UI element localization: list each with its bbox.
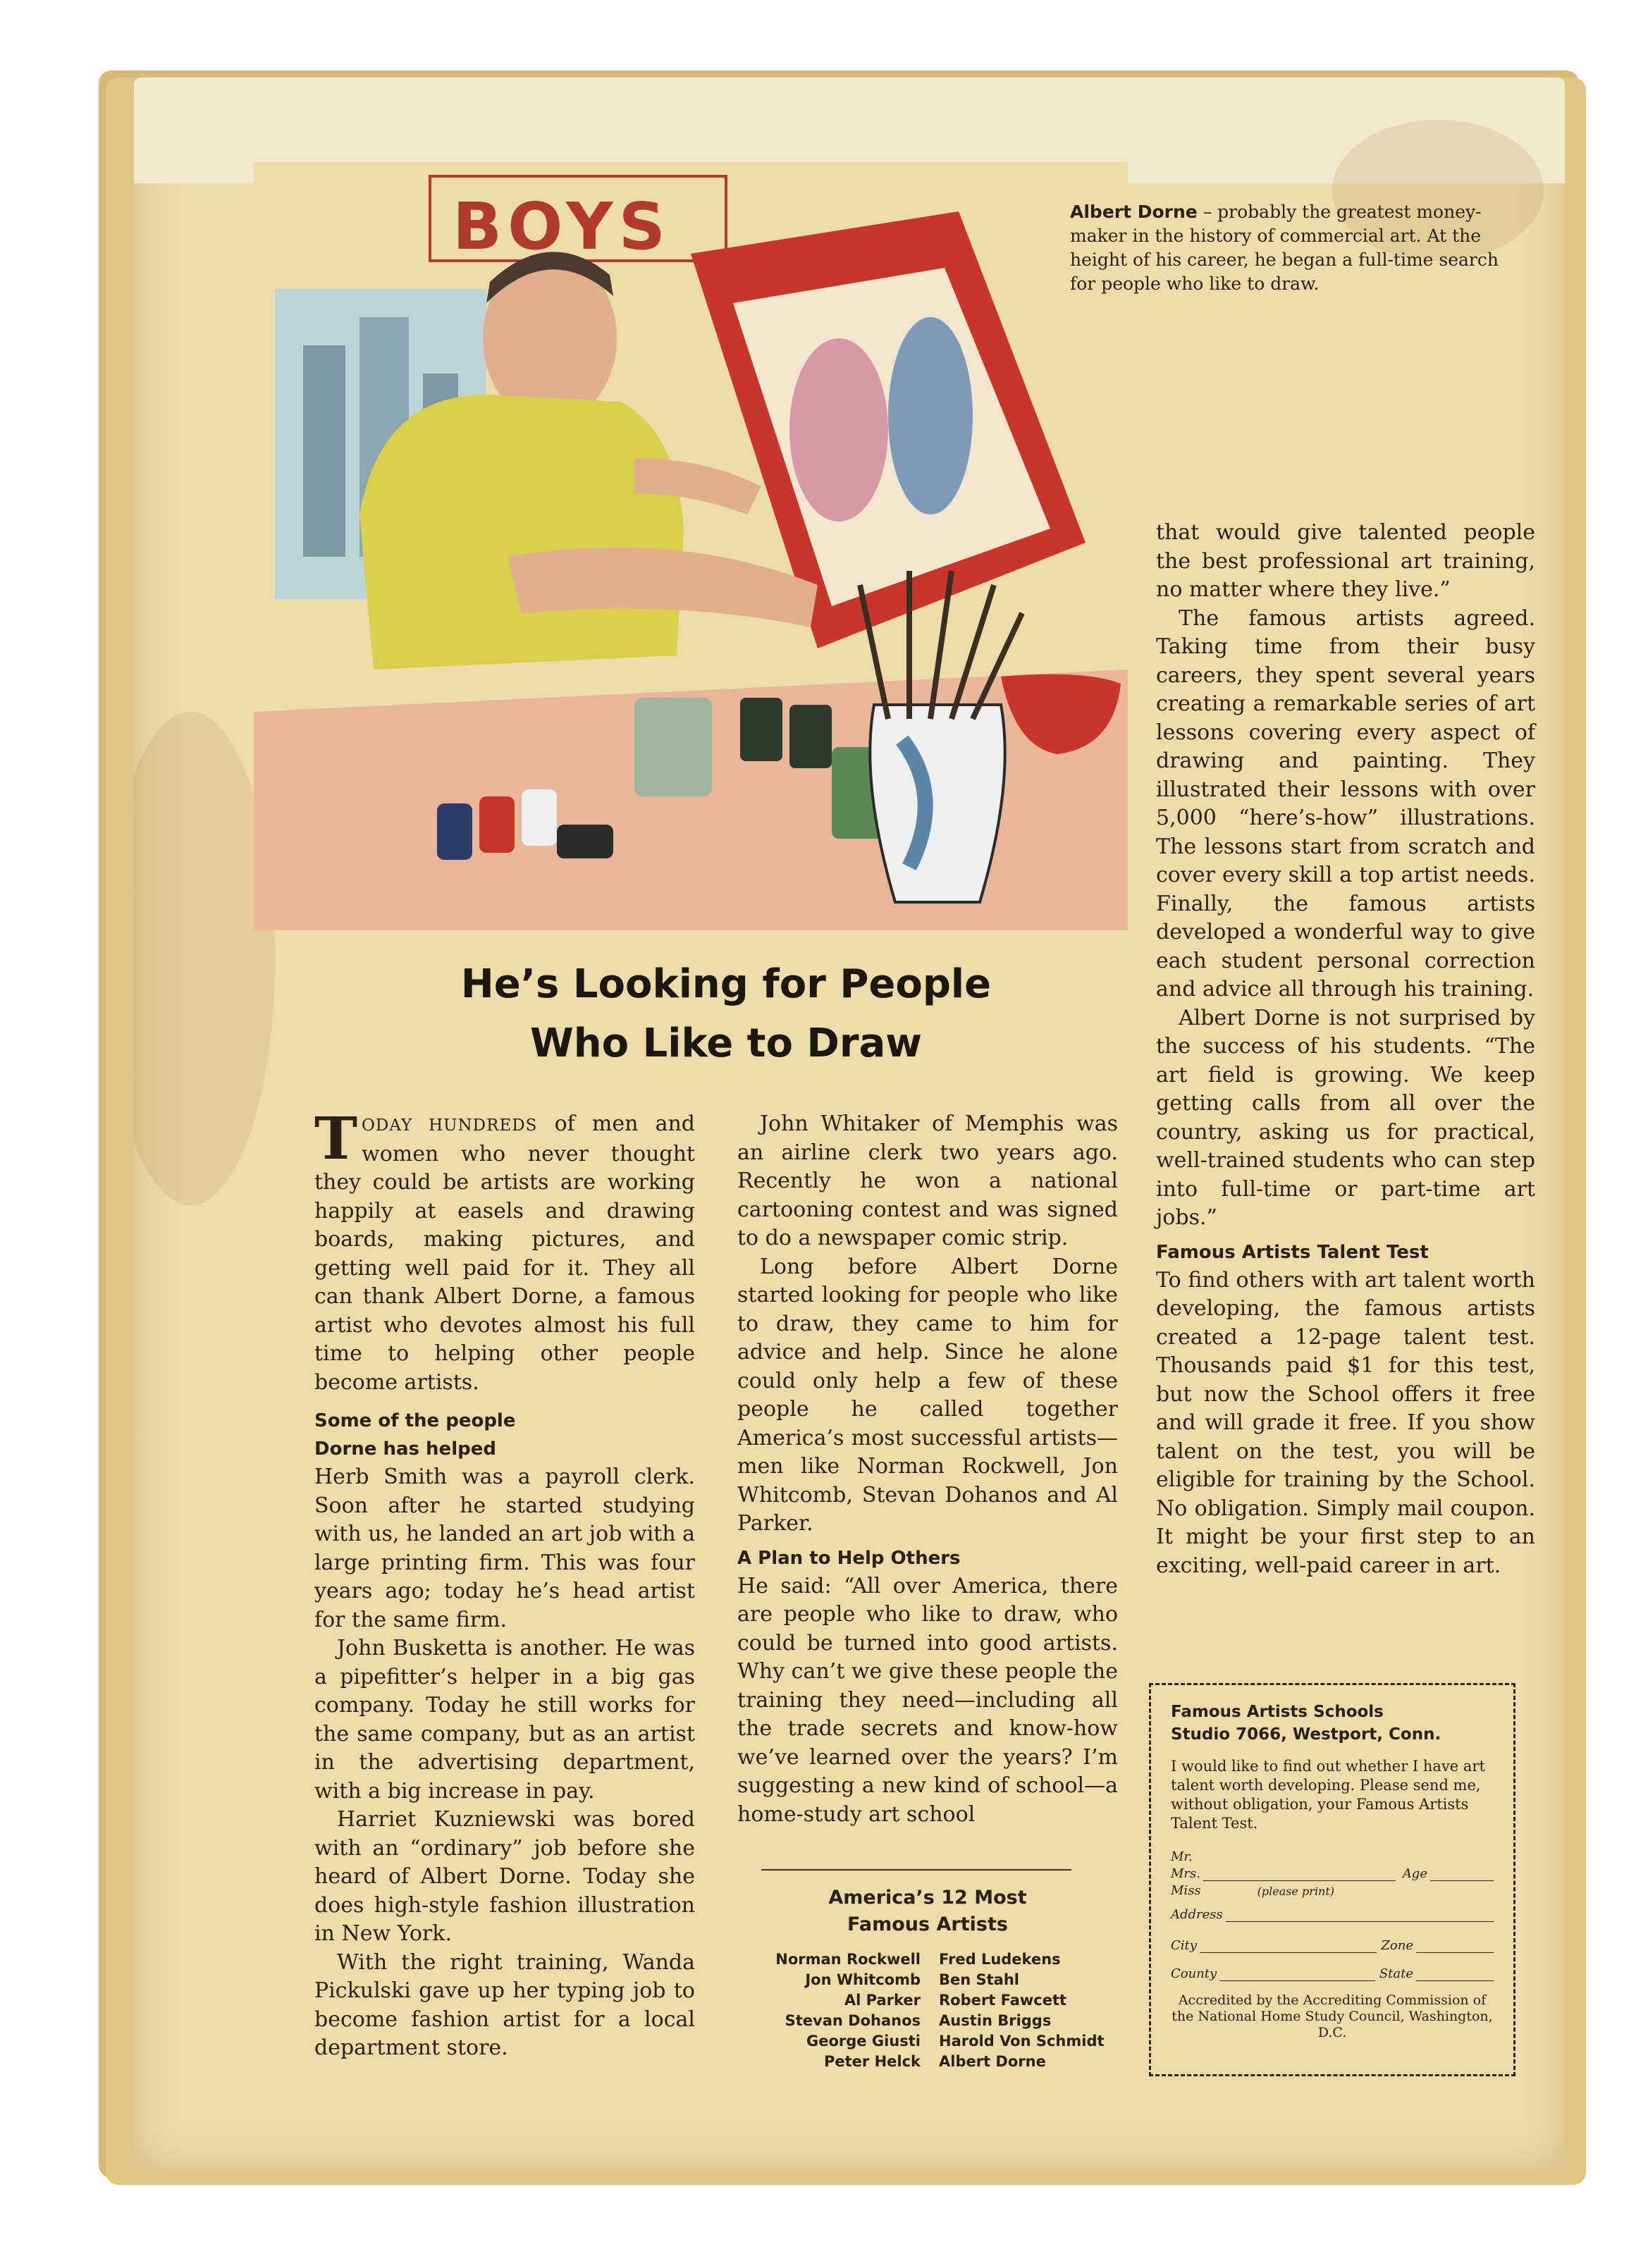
field-label: Mr.: [1171, 1849, 1193, 1864]
paragraph: Albert Dorne is not surprised by the success of his students. “The art field is growing. We keep getting calls from all over the country, asking us for practical, well-trained students who can step into full-time or part-time art jobs.”: [1156, 1005, 1535, 1230]
famous-artists-title: [737, 1885, 1118, 1938]
paragraph: John Busketta is another. He was a pipefitter’s helper in a big gas company. Today he still works for the same company, but as an artist in the advertising department, with a big increase in pay.: [314, 1636, 695, 1804]
artist-row: [712, 1990, 1149, 2011]
coupon-message: I would like to find out whether I have art talent worth developing. Please send me, without obligation, your Famous Artists Talent Test.: [1171, 1758, 1485, 1832]
field-label: Address: [1171, 1907, 1223, 1922]
field-label: Mrs.: [1171, 1866, 1200, 1881]
field-label: Age: [1402, 1866, 1427, 1881]
caption-text: – probably the greatest money-maker in the history of commercial art. At the height of his career, he began a full-time search for people who like to draw.: [1070, 202, 1499, 294]
drop-cap: T: [314, 1105, 358, 1173]
coupon-field-address[interactable]: [1171, 1898, 1494, 1922]
accreditation-note: Accredited by the Accrediting Commission of the National Home Study Council, Washington, D.C.: [1172, 1992, 1493, 2040]
famous-title-line-1: America’s 12 Most: [828, 1887, 1027, 1909]
field-label: County: [1171, 1966, 1217, 1981]
coupon-field-miss[interactable]: [1171, 1881, 1494, 1898]
artist-name: Ben Stahl: [939, 1971, 1019, 1988]
paint-jar: [634, 698, 712, 796]
paragraph: that would give talented people the best professional art training, no matter where they live.”: [1156, 520, 1535, 602]
artist-name: Peter Helck: [823, 2053, 921, 2070]
paragraph: Herb Smith was a payroll clerk. Soon after he started studying with us, he landed an art job with a large printing firm. This was four years ago; today he’s head artist for the same firm.: [314, 1465, 695, 1632]
coupon-address-line-1: Famous Artists Schools: [1171, 1703, 1384, 1721]
article-column-middle: [737, 1110, 1118, 1829]
paragraph: The famous artists agreed. Taking time from their busy careers, they spent several years creating a remarkable series of art lessons covering every aspect of drawing and painting. They illustrated their lessons with over 5,000 “here’s-how” illustrations. The lessons start from scratch and cover every skill a top artist needs. Finally, the famous artists developed a wonderful way to give each student personal correction and advice all through his training.: [1156, 605, 1535, 1002]
artist-name: Jon Whitcomb: [805, 1971, 921, 1988]
article-column-left: [314, 1105, 695, 2063]
paragraph: He said: “All over America, there are people who like to draw, who could be turned into good artists. Why can’t we give these people the training they need—including all the trade secrets and know-how we’ve learned over the years? I’m suggesting a new kind of school—a home-study art school: [737, 1573, 1118, 1827]
artist-row: [712, 1970, 1149, 1990]
caption-name: Albert Dorne: [1070, 202, 1198, 222]
artist-name: Fred Ludekens: [939, 1951, 1061, 1968]
divider-rule: [761, 1869, 1071, 1871]
mail-coupon[interactable]: [1149, 1683, 1515, 2076]
paragraph: Harriet Kuzniewski was bored with an “ordinary” job before she heard of Albert Dorne. Today she does high-style fashion illustration in New York.: [314, 1807, 695, 1946]
field-label: Miss: [1171, 1883, 1201, 1898]
boys-club-sign: BOYS: [453, 189, 671, 264]
artist-shirt: [359, 395, 684, 670]
headline: [310, 955, 1142, 1073]
famous-title-line-2: Famous Artists: [847, 1913, 1008, 1935]
subhead-line-1: Some of the people: [314, 1410, 516, 1431]
artist-row: [712, 2011, 1149, 2031]
subhead-line-2: Dorne has helped: [314, 1438, 496, 1460]
lead-in-smallcaps: ODAY HUNDREDS: [362, 1116, 538, 1135]
paragraph: With the right training, Wanda Pickulski gave up her typing job to become fashion artist for a local department store.: [314, 1949, 695, 2060]
paragraph: To find others with art talent worth developing, the famous artists created a 12-page talent test. Thousands paid $1 for this test, but now the School offers it free and will grade it free. If you show talent on the test, you will be eligible for training by the School. No obligation. Simply mail coupon. It might be your first step to an exciting, well-paid career in art.: [1156, 1267, 1535, 1578]
artist-illustration: [254, 162, 1128, 930]
artist-name: Stevan Dohanos: [785, 2012, 921, 2029]
subhead: A Plan to Help Others: [737, 1547, 961, 1569]
brush-vase: [870, 705, 1004, 902]
field-label: City: [1171, 1938, 1197, 1953]
print-hint: (please print): [1257, 1885, 1335, 1898]
artist-row: [712, 1949, 1149, 1970]
article-column-right: [1156, 519, 1535, 1580]
field-label: Zone: [1381, 1938, 1413, 1953]
artist-row: [712, 2052, 1149, 2072]
paragraph: Long before Albert Dorne started looking for people who like to draw, they came to him for advice and help. Since he alone could only help a few of these people he called together America’s most successful artists—men like Norman Rockwell, Jon Whitcomb, Stevan Dohanos and Al Parker.: [737, 1254, 1118, 1536]
coupon-address-line-2: Studio 7066, Westport, Conn.: [1171, 1725, 1441, 1744]
artists-list: [712, 1949, 1149, 2072]
artist-name: George Giusti: [806, 2033, 921, 2050]
headline-line-2: Who Like to Draw: [529, 1021, 923, 1066]
artist-name: Austin Briggs: [939, 2012, 1052, 2029]
coupon-field-county-state[interactable]: [1171, 1957, 1494, 1981]
paragraph: of men and women who never thought they could be artists are working happily at easels and drawing boards, making pictures, and getting well paid for it. They all can thank Albert Dorne, a famous artist who devotes almost his full time to helping other people become artists.: [314, 1111, 695, 1395]
headline-line-1: He’s Looking for People: [460, 961, 992, 1007]
artist-name: Harold Von Schmidt: [939, 2033, 1105, 2050]
albert-dorne-caption: [1070, 200, 1507, 296]
coupon-field-mr[interactable]: [1171, 1840, 1494, 1864]
paragraph: John Whitaker of Memphis was an airline clerk two years ago. Recently he won a national cartooning contest and was signed to do a newspaper comic strip.: [737, 1111, 1118, 1250]
artist-name: Robert Fawcett: [939, 1992, 1067, 2009]
artist-name: Al Parker: [844, 1992, 921, 2009]
artist-name: Norman Rockwell: [775, 1951, 921, 1968]
coupon-field-mrs-age[interactable]: [1171, 1864, 1494, 1881]
coupon-field-city-zone[interactable]: [1171, 1929, 1494, 1953]
artist-row: [712, 2031, 1149, 2052]
field-label: State: [1379, 1966, 1413, 1981]
subhead: Famous Artists Talent Test: [1156, 1241, 1429, 1263]
artist-name: Albert Dorne: [939, 2053, 1046, 2070]
